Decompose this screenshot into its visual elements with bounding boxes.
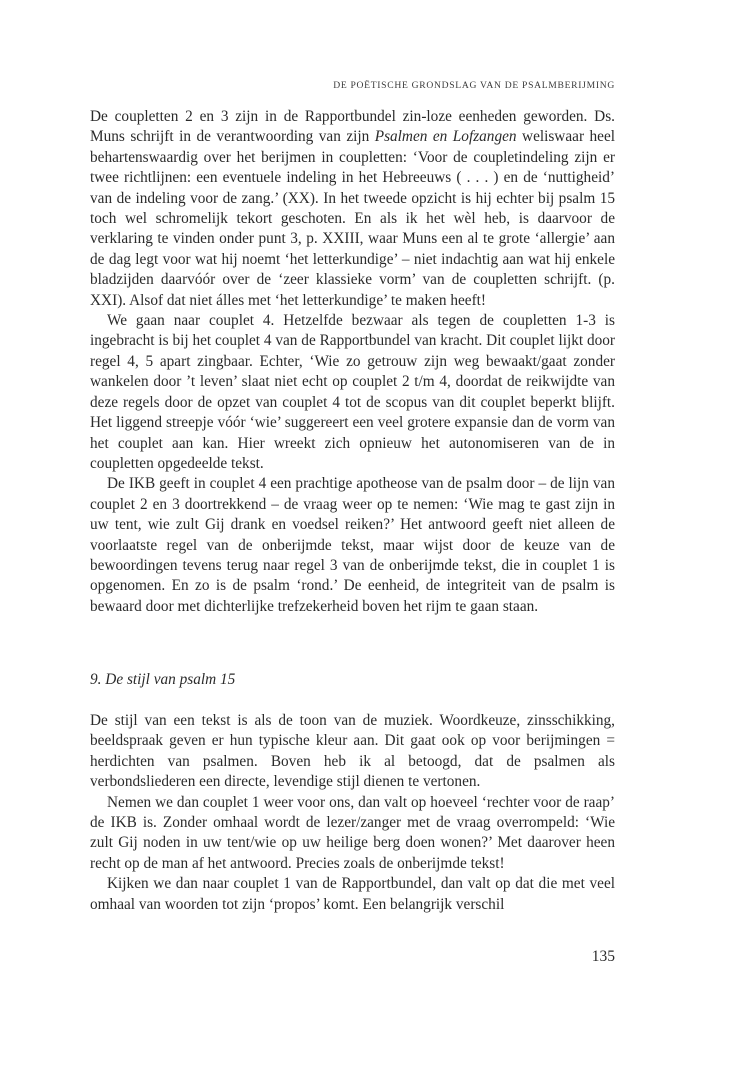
- paragraph-coupletten-2-3: [90, 107, 615, 311]
- text-block-before-section: [90, 107, 615, 617]
- paragraph-stijl: De stijl van een tekst is als de toon van de muziek. Woordkeuze, zinsschikking, beeldspraak geven er hun typische kleur aan. Dit gaat ook op voor berijmingen = herdichten van psalmen. Boven heb ik al betoogd, dat de psalmen als verbondsliederen een directe, levendige stijl dienen te vertonen.: [90, 712, 615, 791]
- paragraph-ikb-couplet-4: De IKB geeft in couplet 4 een prachtige apotheose van de psalm door – de lijn van couplet 2 en 3 doortrekkend – de vraag weer op te nemen: ‘Wie mag te gast zijn in uw tent, wie zult Gij drank en voedsel reiken?’ Het antwoord geeft niet alleen de voorlaatste regel van de onberijmde tekst, maar wijst door de keuze van de bewoordingen tevens terug naar regel 3 van de onberijmde tekst, die in couplet 1 is opgenomen. En zo is de psalm ‘rond.’ De eenheid, de integriteit van de psalm is bewaard door met dichterlijke trefzekerheid boven het rijm te gaan staan.: [90, 475, 615, 615]
- paragraph-text-after-title: weliswaar heel behartenswaardig over het berijmen in coupletten: ‘Voor de coupletindeling zijn er twee richtlijnen: een eventuele indeling in het Hebreeuws ( . . . ) en de ‘nuttigheid’ van de indeling voor de zang.’ (XX). In het tweede opzicht is hij echter bij psalm 15 toch wel schromelijk tekort geschoten. En als ik het wèl heb, is daarvoor de verklaring te vinden onder punt 3, p. XXIII, waar Muns een al te grote ‘allergie’ aan de dag legt voor wat hij noemt ‘het letterkundige’ – niet indachtig aan wat hij enkele bladzijden daarvóór over de ‘zeer klassieke vorm’ van de coupletten schrijft. (p. XXI). Alsof dat niet álles met ‘het letterkundige’ te maken heeft!: [90, 128, 615, 309]
- paragraph-couplet-1-rapportbundel: Kijken we dan naar couplet 1 van de Rapportbundel, dan valt op dat die met veel omhaal van woorden tot zijn ‘propos’ komt. Een belangrijk verschil: [90, 875, 615, 913]
- text-block-after-section: [90, 711, 615, 915]
- paragraph-couplet-4: We gaan naar couplet 4. Hetzelfde bezwaar als tegen de coupletten 1-3 is ingebracht is bij het couplet 4 van de Rapportbundel van kracht. Dit couplet lijkt door regel 4, 5 apart zingbaar. Echter, ‘Wie zo getrouw zijn weg bewaakt/gaat zonder wankelen door ’t leven’ slaat niet echt op couplet 2 t/m 4, doordat de reikwijdte van deze regels door de opzet van couplet 4 tot de scopus van dit couplet beperkt blijft. Het liggend streepje vóór ‘wie’ suggereert een veel grotere expansie dan de vorm van het couplet aan kan. Hier wreekt zich opnieuw het autonomiseren van de in coupletten opgedeelde tekst.: [90, 312, 615, 472]
- paragraph-text-before-title: De coupletten 2 en 3 zijn in de Rapportbundel zin-loze eenheden geworden. Ds. Muns schrijft in de verantwoording van zijn: [90, 108, 615, 146]
- page-number: 135: [591, 948, 615, 965]
- book-title: Psalmen en Lofzangen: [374, 128, 517, 146]
- running-header: DE POËTISCHE GRONDSLAG VAN DE PSALMBERIJMING: [333, 80, 615, 91]
- section-heading: 9. De stijl van psalm 15: [90, 671, 236, 688]
- paragraph-couplet-1-ikb: Nemen we dan couplet 1 weer voor ons, dan valt op hoeveel ‘rechter voor de raap’ de IKB is. Zonder omhaal wordt de lezer/zanger met de vraag overrompeld: ‘Wie zult Gij noden in uw tent/wie op uw heilige berg doen wonen?’ Met daarover heen recht op de man af het antwoord. Precies zoals de onberijmde tekst!: [90, 793, 615, 872]
